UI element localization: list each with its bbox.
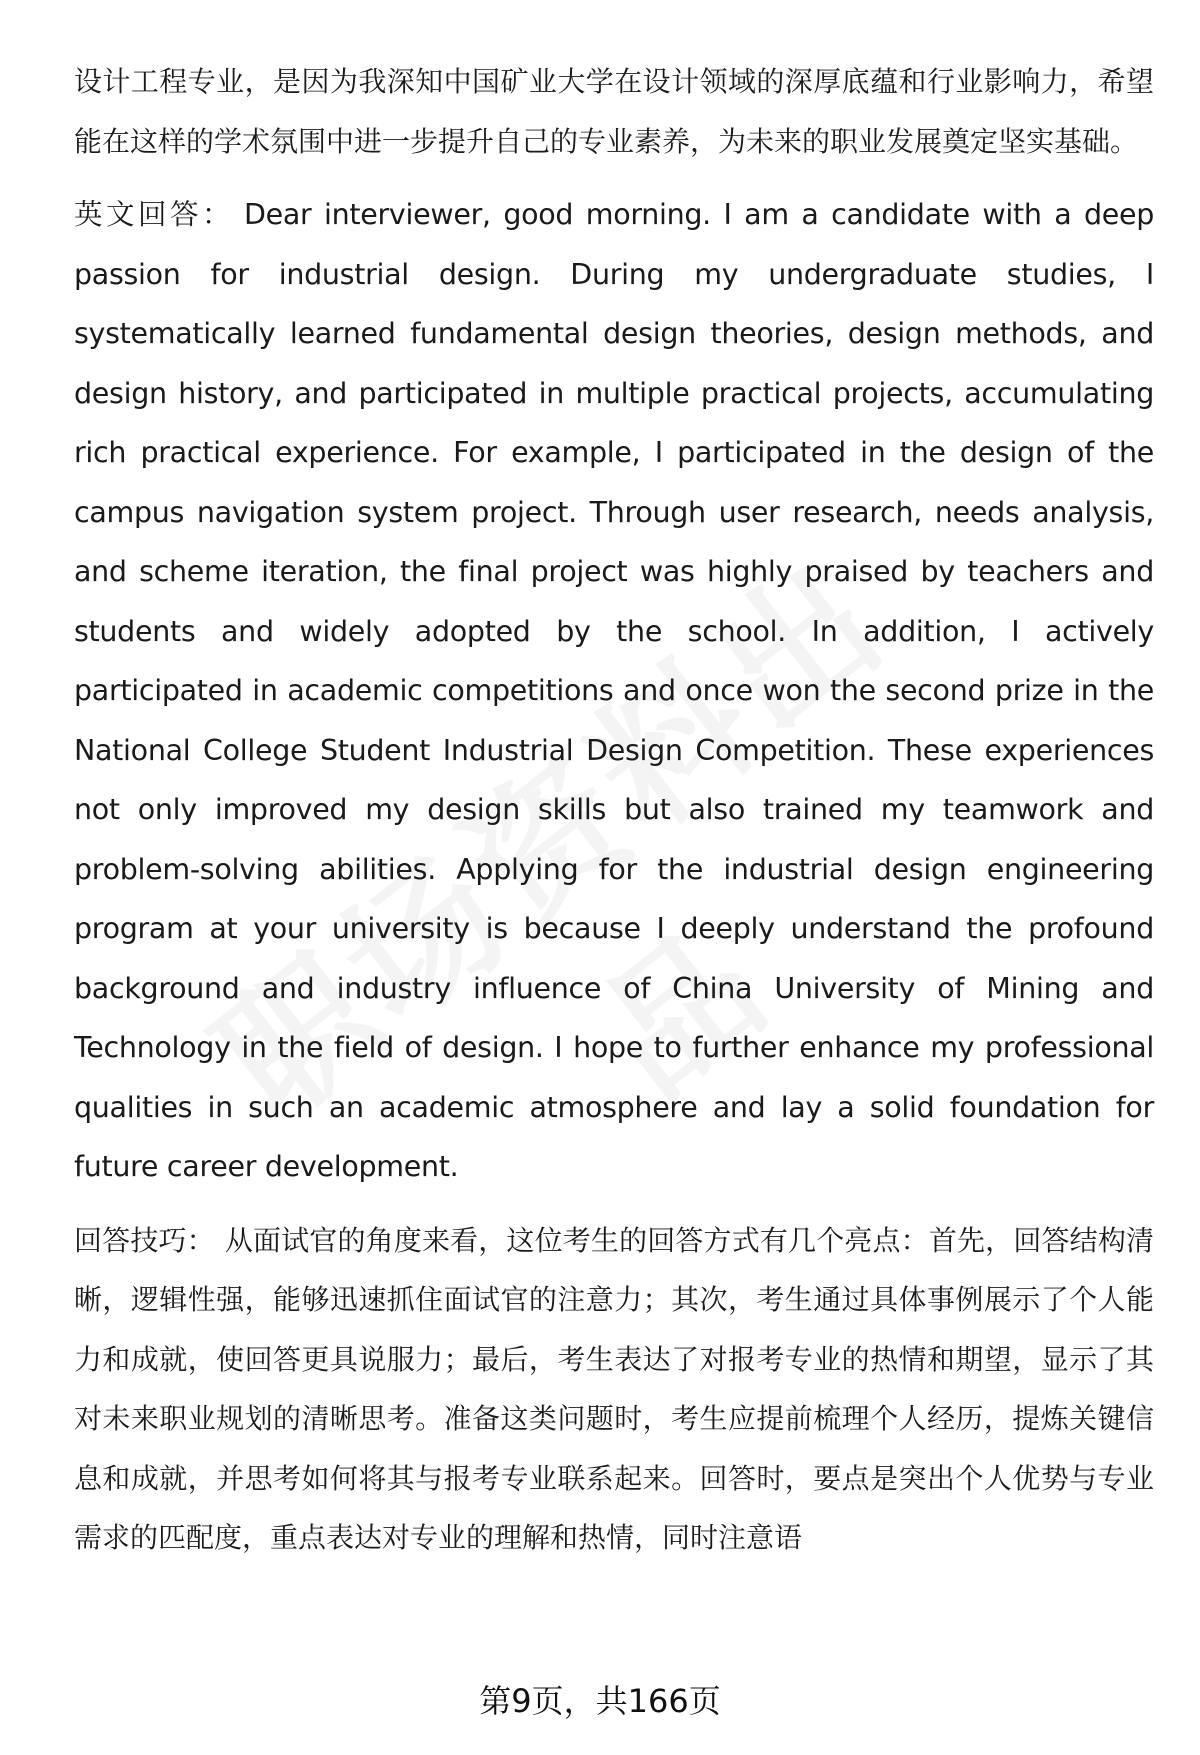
intro-continuation-paragraph: 设计工程专业，是因为我深知中国矿业大学在设计领域的深厚底蕴和行业影响力，希望能在这样的学术氛围中进一步提升自己的专业素养，为未来的职业发展奠定坚实基础。 — [74, 65, 1154, 158]
page-indicator: 第9页，共166页 — [479, 1682, 721, 1720]
answer-tips-paragraph — [74, 1211, 1154, 1568]
answer-tips-text: 从面试官的角度来看，这位考生的回答方式有几个亮点：首先，回答结构清晰，逻辑性强，能够迅速抓住面试官的注意力；其次，考生通过具体事例展示了个人能力和成就，使回答更具说服力；最后，考生表达了对报考专业的热情和期望，显示了其对未来职业规划的清晰思考。准备这类问题时，考生应提前梳理个人经历，提炼关键信息和成就，并思考如何将其与报考专业联系起来。回答时，要点是突出个人优势与专业需求的匹配度，重点表达对专业的理解和热情，同时注意语 — [74, 1223, 1154, 1554]
document-body — [74, 52, 1154, 1582]
english-answer-text: Dear interviewer, good morning. I am a candidate with a deep passion for industrial design. During my undergraduate studies, I systematically learned fundamental design theories, design methods, and design history, and participated in multiple practical projects, accumulating rich practical experience. For example, I participated in the design of the campus navigation system project. Through user research, needs analysis, and scheme iteration, the final project was highly praised by teachers and students and widely adopted by the school. In addition, I actively participated in academic competitions and once won the second prize in the National College Student Industrial Design Competition. These experiences not only improved my design skills but also trained my teamwork and problem-solving abilities. Applying for the industrial design engineering program at your university is because I deeply understand the profound background and industry influence of China University of Mining and Technology in the field of design. I hope to further enhance my professional qualities in such an academic atmosphere and lay a solid foundation for future career development. — [74, 198, 1154, 1183]
english-answer-paragraph — [74, 185, 1154, 1197]
answer-tips-label: 回答技巧： — [74, 1223, 215, 1257]
english-answer-label: 英文回答： — [74, 198, 234, 231]
